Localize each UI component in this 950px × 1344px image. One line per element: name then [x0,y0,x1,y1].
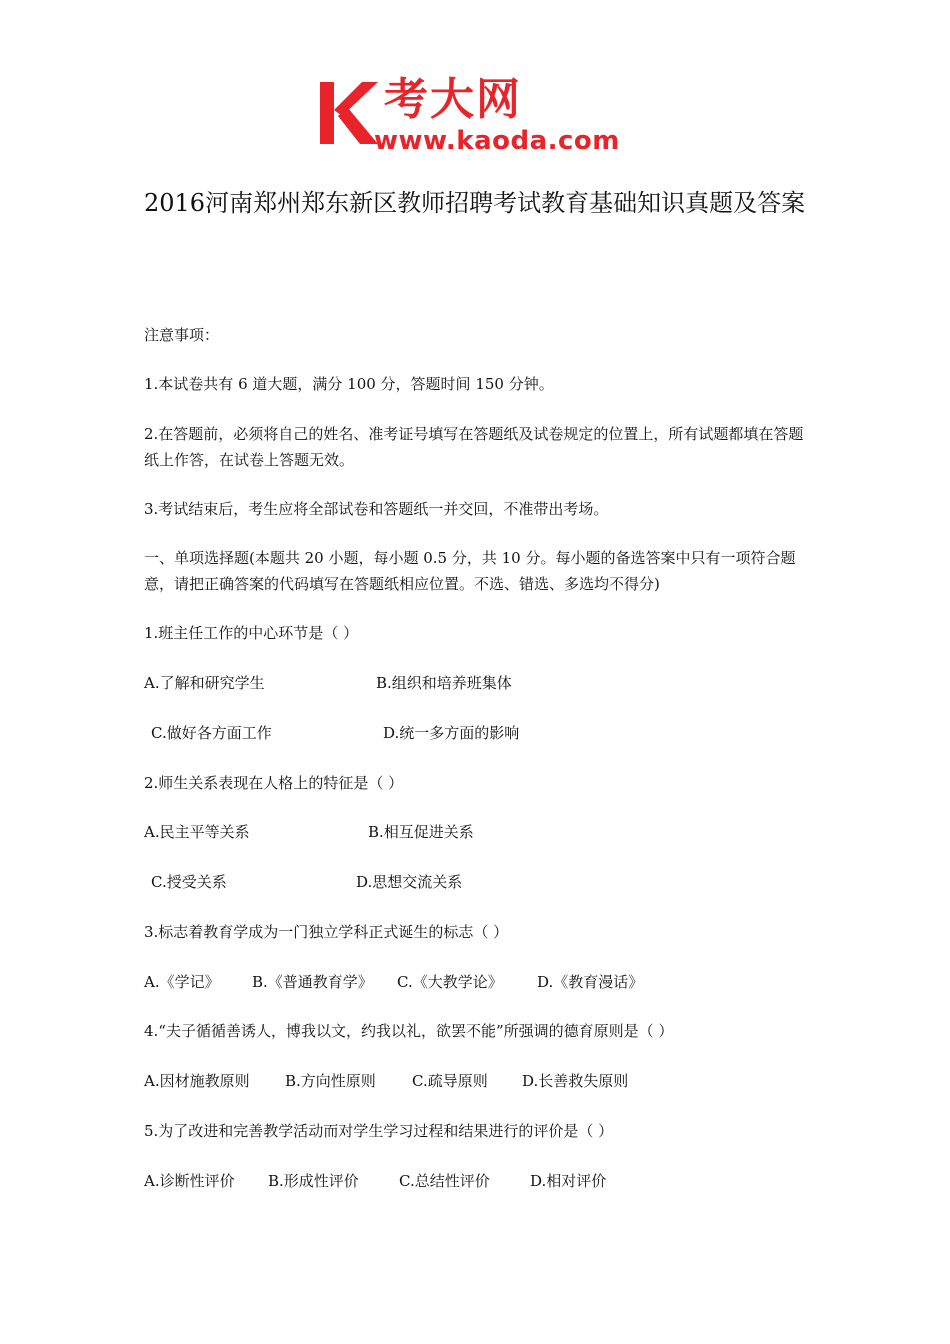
question-2-option-c: C.授受关系 [151,873,227,891]
question-2-option-a: A.民主平等关系 [144,823,250,841]
question-4-option-a: A.因材施教原则 [144,1072,250,1090]
kaoda-logo [318,76,640,160]
question-2-option-d: D.思想交流关系 [356,873,463,891]
question-1-stem: 1.班主任工作的中心环节是（ ） [144,624,359,642]
question-4-stem: 4.“夫子循循善诱人，博我以文，约我以礼，欲罢不能”所强调的德育原则是（ ） [144,1022,674,1040]
question-5-stem: 5.为了改进和完善教学活动而对学生学习过程和结果进行的评价是（ ） [144,1122,614,1140]
notice-heading: 注意事项： [144,326,220,344]
logo-chinese-text: 考大网 [384,74,522,125]
notice-item-1: 1.本试卷共有 6 道大题，满分 100 分，答题时间 150 分钟。 [144,375,554,393]
question-4-option-d: D.长善救失原则 [522,1072,629,1090]
question-1-option-a: A.了解和研究学生 [144,674,265,692]
question-5-option-a: A.诊断性评价 [144,1172,235,1190]
question-3-option-a: A.《学记》 [144,973,220,991]
question-3-option-d: D.《教育漫话》 [537,973,644,991]
question-2-option-b: B.相互促进关系 [368,823,474,841]
question-3-option-c: C.《大教学论》 [397,973,503,991]
question-2-stem: 2.师生关系表现在人格上的特征是（ ） [144,774,404,792]
question-5-option-c: C.总结性评价 [399,1172,490,1190]
question-1-option-b: B.组织和培养班集体 [376,674,512,692]
document-title: 2016河南郑州郑东新区教师招聘考试教育基础知识真题及答案 [144,189,806,217]
k-logo-icon [318,80,378,146]
question-1-option-d: D.统一多方面的影响 [383,724,520,742]
section-heading: 一、单项选择题(本题共 20 小题，每小题 0.5 分，共 10 分。每小题的备选答案中只有一项符合题意，请把正确答案的代码填写在答题纸相应位置。不选、错选、多选均不得分) [144,549,796,593]
notice-item-3: 3.考试结束后，考生应将全部试卷和答题纸一并交回，不准带出考场。 [144,500,609,518]
question-1-option-c: C.做好各方面工作 [151,724,272,742]
question-4-option-b: B.方向性原则 [285,1072,376,1090]
question-5-option-b: B.形成性评价 [268,1172,359,1190]
question-4-option-c: C.疏导原则 [412,1072,488,1090]
notice-item-2: 2.在答题前，必须将自己的姓名、准考证号填写在答题纸及试卷规定的位置上，所有试题都填在答题纸上作答，在试卷上答题无效。 [144,425,804,469]
question-3-stem: 3.标志着教育学成为一门独立学科正式诞生的标志（ ） [144,923,509,941]
question-5-option-d: D.相对评价 [530,1172,607,1190]
question-3-option-b: B.《普通教育学》 [252,973,373,991]
logo-url-text: www.kaoda.com [374,126,620,156]
